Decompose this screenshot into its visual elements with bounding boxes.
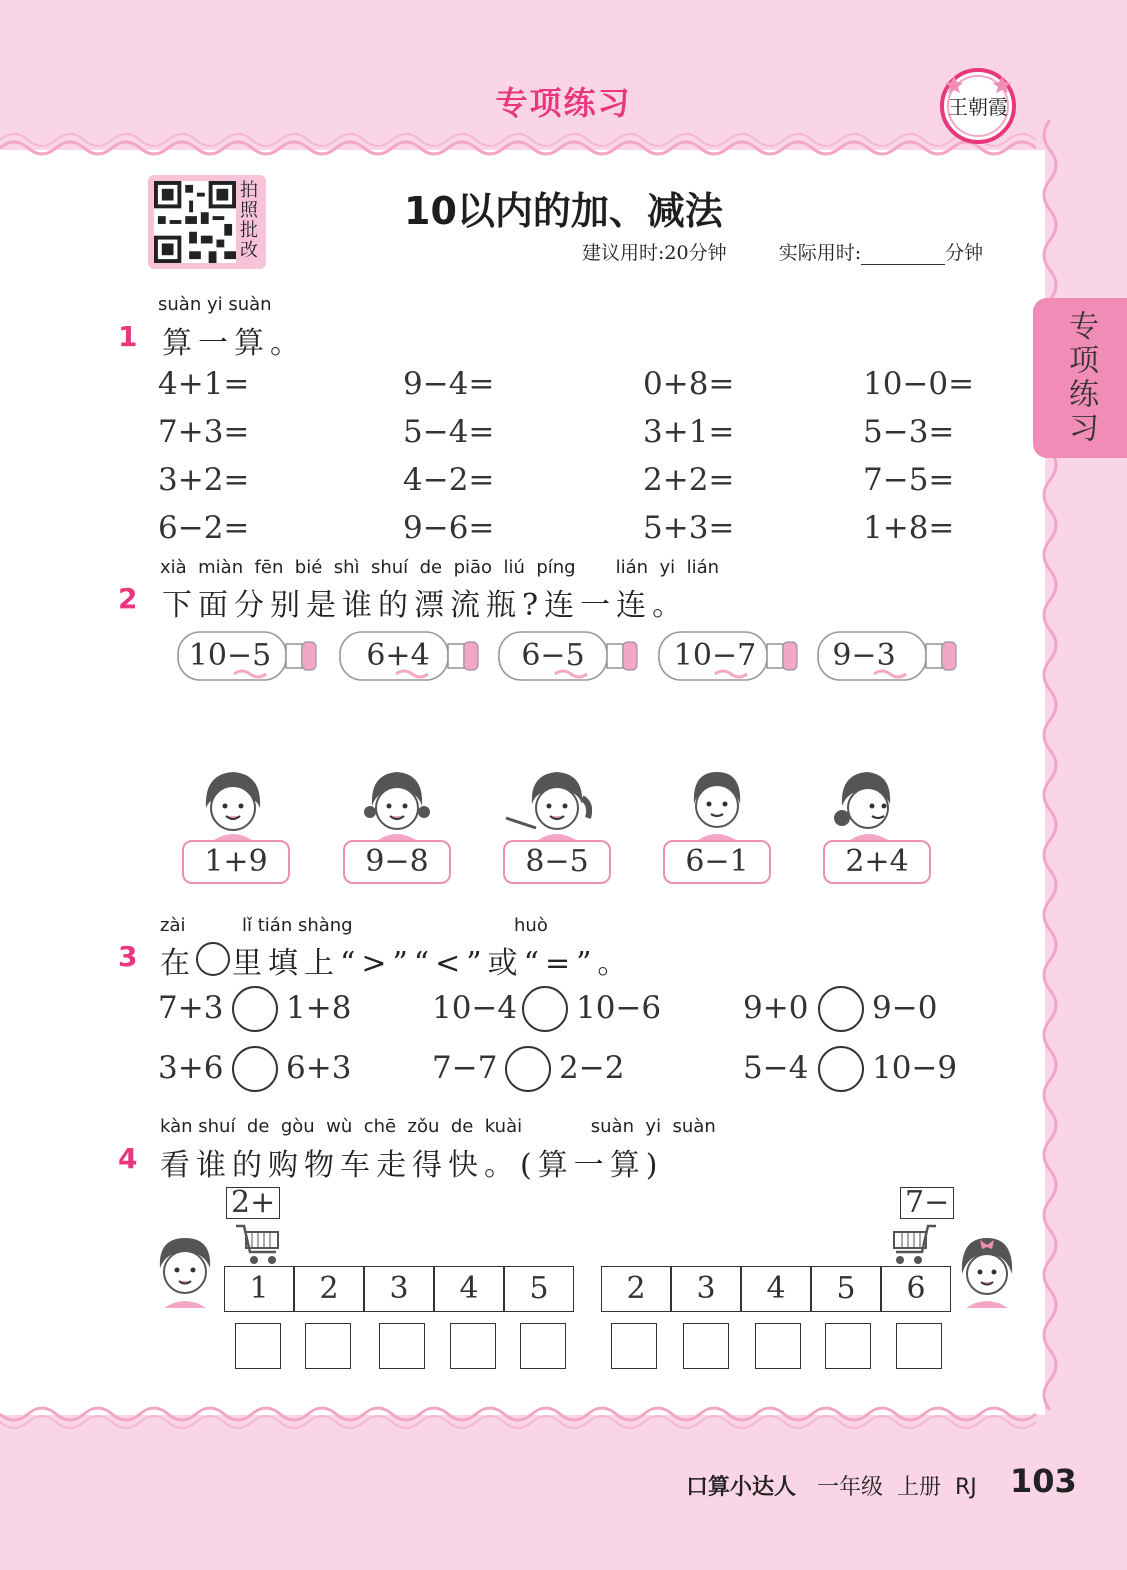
q2-pinyin: xià miàn fēn bié shì shuí de piāo liú píng lián yi lián bbox=[160, 557, 720, 578]
side-tab-label: 专项练习 bbox=[1063, 310, 1098, 446]
child-expression: 6−1 bbox=[663, 840, 771, 884]
q2-instruction: 下面分别是谁的漂流瓶?连一连。 bbox=[162, 588, 689, 623]
q1-item: 6−2= bbox=[158, 510, 250, 546]
answer-box[interactable] bbox=[235, 1323, 281, 1369]
q3-instruction-b: 里填上“>”“<”或“=”。 bbox=[232, 946, 634, 981]
qr-label: 拍照批改 bbox=[240, 180, 258, 261]
track-cell: 3 bbox=[671, 1266, 741, 1312]
q3-right-expression: 10−6 bbox=[576, 990, 662, 1026]
bottle-expression: 9−3 bbox=[832, 638, 896, 673]
track-cell: 1 bbox=[224, 1266, 294, 1312]
q3-right-expression: 9−0 bbox=[872, 990, 938, 1026]
header-title: 专项练习 bbox=[495, 84, 632, 122]
bottom-wave-border bbox=[0, 1400, 1127, 1440]
child-expression: 1+9 bbox=[182, 840, 290, 884]
actual-time-label: 实际用时: bbox=[778, 242, 862, 264]
track-cell: 3 bbox=[364, 1266, 434, 1312]
bottle-expression: 10−7 bbox=[673, 638, 757, 673]
q4-pinyin: kàn shuí de gòu wù chē zǒu de kuài suàn yi suàn bbox=[160, 1116, 716, 1137]
compare-circle[interactable] bbox=[505, 1046, 551, 1092]
q1-item: 3+2= bbox=[158, 462, 250, 498]
child-icon bbox=[198, 768, 268, 840]
track-cell: 5 bbox=[504, 1266, 574, 1312]
q2-number: 2 bbox=[118, 582, 138, 615]
q1-item: 9−4= bbox=[403, 366, 495, 402]
q1-item: 0+8= bbox=[643, 366, 735, 402]
bottle-expression: 10−5 bbox=[188, 638, 272, 673]
answer-box[interactable] bbox=[305, 1323, 351, 1369]
page-number: 103 bbox=[1010, 1462, 1077, 1500]
q1-item: 4+1= bbox=[158, 366, 250, 402]
compare-circle[interactable] bbox=[232, 986, 278, 1032]
q3-right-expression: 2−2 bbox=[559, 1050, 625, 1086]
q3-left-expression: 3+6 bbox=[158, 1050, 224, 1086]
answer-box[interactable] bbox=[896, 1323, 942, 1369]
q3-left-expression: 7−7 bbox=[432, 1050, 498, 1086]
boy-icon bbox=[154, 1234, 216, 1308]
q3-left-expression: 7+3 bbox=[158, 990, 224, 1026]
footer-grade: 一年级 上册 RJ bbox=[817, 1475, 977, 1500]
left-cart-tag: 2+ bbox=[226, 1187, 280, 1219]
answer-box[interactable] bbox=[450, 1323, 496, 1369]
answer-box[interactable] bbox=[755, 1323, 801, 1369]
child-icon bbox=[362, 768, 432, 840]
q1-item: 7−5= bbox=[863, 462, 955, 498]
q1-item: 5−4= bbox=[403, 414, 495, 450]
child-icon bbox=[502, 768, 592, 840]
q1-item: 4−2= bbox=[403, 462, 495, 498]
q3-circle-example bbox=[196, 942, 230, 976]
answer-box[interactable] bbox=[611, 1323, 657, 1369]
logo-text: 王朝霞 bbox=[948, 95, 1008, 119]
answer-box[interactable] bbox=[379, 1323, 425, 1369]
child-icon bbox=[682, 768, 752, 840]
footer-brand: 口算小达人 bbox=[686, 1475, 797, 1500]
track-cell: 2 bbox=[294, 1266, 364, 1312]
track-cell: 2 bbox=[601, 1266, 671, 1312]
q1-item: 2+2= bbox=[643, 462, 735, 498]
actual-time-blank[interactable] bbox=[861, 246, 945, 265]
child-expression: 8−5 bbox=[503, 840, 611, 884]
q1-item: 1+8= bbox=[863, 510, 955, 546]
child-icon bbox=[830, 768, 900, 840]
child-expression: 9−8 bbox=[343, 840, 451, 884]
track-cell: 4 bbox=[434, 1266, 504, 1312]
q3-pinyin-zai: zài bbox=[160, 915, 186, 936]
q4-number: 4 bbox=[118, 1142, 138, 1175]
q1-item: 7+3= bbox=[158, 414, 250, 450]
q3-pinyin-huo: huò bbox=[514, 915, 548, 936]
compare-circle[interactable] bbox=[818, 986, 864, 1032]
compare-circle[interactable] bbox=[232, 1046, 278, 1092]
q3-left-expression: 10−4 bbox=[432, 990, 518, 1026]
girl-icon bbox=[956, 1234, 1018, 1308]
q1-item: 3+1= bbox=[643, 414, 735, 450]
q3-left-expression: 5−4 bbox=[743, 1050, 809, 1086]
q3-pinyin-li-tian-shang: lǐ tián shàng bbox=[242, 915, 353, 936]
shopping-cart-icon bbox=[234, 1222, 282, 1266]
compare-circle[interactable] bbox=[818, 1046, 864, 1092]
right-cart-tag: 7− bbox=[900, 1187, 954, 1219]
track-cell: 6 bbox=[881, 1266, 951, 1312]
answer-box[interactable] bbox=[520, 1323, 566, 1369]
shopping-cart-icon bbox=[890, 1222, 938, 1266]
bottle-expression: 6+4 bbox=[366, 638, 430, 673]
answer-box[interactable] bbox=[825, 1323, 871, 1369]
q1-item: 9−6= bbox=[403, 510, 495, 546]
suggested-time-value: 20分钟 bbox=[664, 242, 727, 264]
q4-instruction: 看谁的购物车走得快。(算一算) bbox=[160, 1148, 664, 1183]
q1-item: 5−3= bbox=[863, 414, 955, 450]
actual-time-unit: 分钟 bbox=[945, 242, 984, 264]
q1-item: 10−0= bbox=[863, 366, 975, 402]
q3-number: 3 bbox=[118, 940, 138, 973]
q3-right-expression: 6+3 bbox=[286, 1050, 352, 1086]
track-cell: 5 bbox=[811, 1266, 881, 1312]
compare-circle[interactable] bbox=[522, 986, 568, 1032]
q3-right-expression: 1+8 bbox=[286, 990, 352, 1026]
child-expression: 2+4 bbox=[823, 840, 931, 884]
answer-box[interactable] bbox=[683, 1323, 729, 1369]
side-tab[interactable] bbox=[1033, 298, 1127, 458]
q1-item: 5+3= bbox=[643, 510, 735, 546]
time-line bbox=[582, 238, 983, 265]
brand-logo bbox=[936, 62, 1020, 146]
q1-pinyin: suàn yi suàn bbox=[158, 294, 272, 315]
q1-number: 1 bbox=[118, 320, 138, 353]
q3-left-expression: 9+0 bbox=[743, 990, 809, 1026]
q3-instruction-a: 在 bbox=[160, 946, 196, 981]
page-title: 10以内的加、减法 bbox=[404, 189, 723, 233]
track-cell: 4 bbox=[741, 1266, 811, 1312]
q3-right-expression: 10−9 bbox=[872, 1050, 958, 1086]
q1-instruction: 算一算。 bbox=[162, 326, 306, 361]
bottle-expression: 6−5 bbox=[521, 638, 585, 673]
suggested-time-label: 建议用时: bbox=[582, 242, 665, 264]
